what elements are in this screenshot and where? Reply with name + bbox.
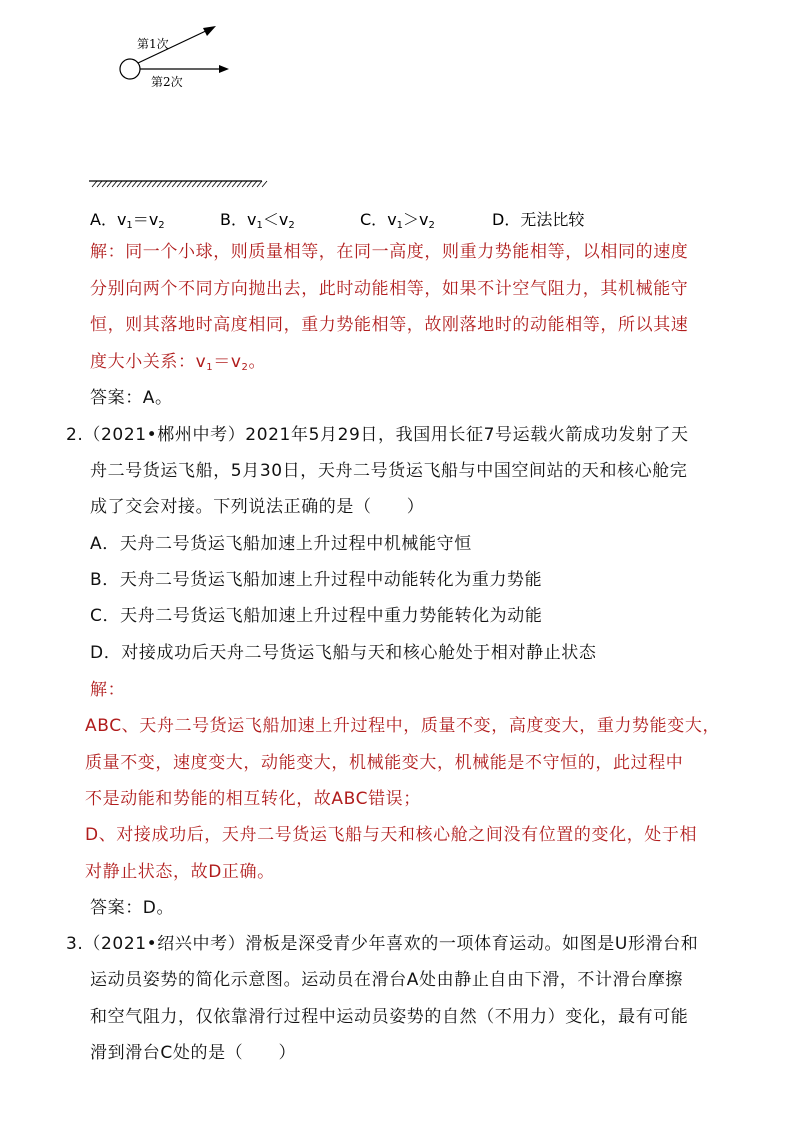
q2-option-a: A．天舟二号货运飞船加速上升过程中机械能守恒 <box>90 534 472 554</box>
q2-option-d: D．对接成功后天舟二号货运飞船与天和核心舱处于相对静止状态 <box>90 643 597 663</box>
q2-option-c: C．天舟二号货运飞船加速上升过程中重力势能转化为动能 <box>90 606 543 626</box>
arrow1-label: 第1次 <box>137 37 169 51</box>
q2-answer: 答案：D。 <box>90 898 175 918</box>
q1-option-d: D．无法比较 <box>492 210 585 229</box>
q2-option-b: B．天舟二号货运飞船加速上升过程中动能转化为重力势能 <box>90 570 543 590</box>
q3-stem-line: 运动员姿势的简化示意图。运动员在滑台A处由静止自由下滑，不计滑台摩擦 <box>90 970 684 990</box>
q1-solution-line: 恒，则其落地时高度相同，重力势能相等，故刚落地时的动能相等，所以其速 <box>90 315 689 335</box>
arrow2-label: 第2次 <box>151 75 183 89</box>
arrow-first-head <box>203 26 216 36</box>
q1-option-b: B．$v_1<v_2$ <box>220 210 295 231</box>
q2-solution-line: D、对接成功后，天舟二号货运飞船与天和核心舱之间没有位置的变化，处于相 <box>85 825 698 845</box>
q2-solution-line: 对静止状态，故D正确。 <box>85 862 275 882</box>
q2-solution-line: 不是动能和势能的相互转化，故ABC错误； <box>85 789 421 809</box>
arrow-second-head <box>219 65 229 73</box>
q3-stem-line: 3.（2021•绍兴中考）滑板是深受青少年喜欢的一项体育运动。如图是U形滑台和 <box>66 934 699 954</box>
q2-solution-line: 质量不变，速度变大，动能变大，机械能变大，机械能是不守恒的，此过程中 <box>85 753 684 773</box>
q2-solution-line: ABC、天舟二号货运飞船加速上升过程中，质量不变，高度变大，重力势能变大， <box>85 716 721 736</box>
q2-solution-head: 解： <box>90 680 126 700</box>
q2-stem-line: 2.（2021•郴州中考）2021年5月29日，我国用长征7号运载火箭成功发射了天 <box>66 425 689 445</box>
q2-stem-line: 舟二号货运飞船，5月30日，天舟二号货运飞船与中国空间站的天和核心舱完 <box>90 461 688 481</box>
q2-stem-line: 成了交会对接。下列说法正确的是（ ） <box>90 497 425 517</box>
q1-option-c: C．$v_1>v_2$ <box>360 210 435 231</box>
q1-solution-last: 度大小关系：$v_1=v_2$。 <box>90 352 267 373</box>
q3-stem-line: 和空气阻力，仅依靠滑行过程中运动员姿势的自然（不用力）变化，最有可能 <box>90 1007 689 1027</box>
q1-answer: 答案：A。 <box>90 388 173 408</box>
q1-figure <box>0 0 300 200</box>
ground-hatching <box>92 181 267 187</box>
q1-solution-line: 分别向两个不同方向抛出去，此时动能相等，如果不计空气阻力，其机械能守 <box>90 279 689 299</box>
q1-option-a: A．$v_1=v_2$ <box>90 210 165 231</box>
q1-solution-line: 解：同一个小球，则质量相等，在同一高度，则重力势能相等，以相同的速度 <box>90 242 689 262</box>
ball-circle <box>120 59 140 79</box>
q3-stem-line: 滑到滑台C处的是（ ） <box>90 1043 297 1063</box>
